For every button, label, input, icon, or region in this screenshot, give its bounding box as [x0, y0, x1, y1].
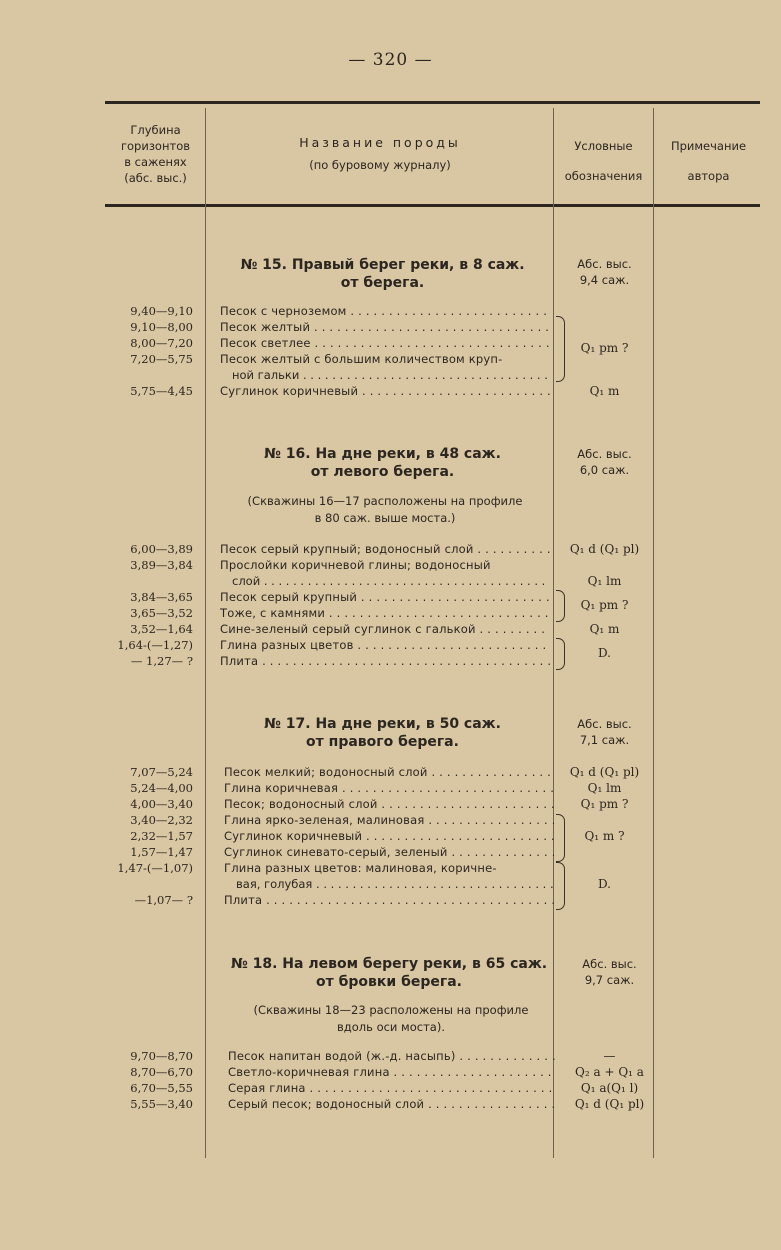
depth-cell: 3,89—3,84: [130, 558, 193, 572]
column-divider: [205, 108, 206, 1158]
depth-cell: 8,00—7,20: [130, 336, 193, 350]
symbol-cell: —: [603, 1049, 616, 1063]
header-depth: Глубина горизонтов в саженях (абс. выс.): [120, 123, 191, 185]
rock-name: Песок мелкий; водоносный слой . . .: [224, 764, 554, 780]
header-symbols: Условные обозначения: [564, 139, 643, 183]
depth-cell: 6,70—5,55: [130, 1081, 193, 1095]
rock-name: Сине-зеленый серый суглинок с галькой . . .: [220, 621, 550, 637]
section-title: № 15. Правый берег реки, в 8 саж. от берега.: [240, 257, 525, 291]
symbol-cell: Q₁ d (Q₁ pl): [574, 1097, 645, 1111]
rock-name: Плита . . .: [224, 892, 554, 908]
rock-name: Плита . . .: [220, 653, 550, 669]
depth-cell: 1,47-(—1,07): [117, 861, 193, 875]
column-divider: [653, 108, 654, 1158]
depth-cell: 9,40—9,10: [130, 304, 193, 318]
symbol-cell: Q₁ lm: [587, 781, 622, 795]
depth-cell: 3,40—2,32: [130, 813, 193, 827]
header-note: Примечание автора: [670, 139, 747, 183]
depth-cell: —1,07— ?: [134, 893, 193, 907]
rock-name: Тоже, с камнями . . .: [220, 605, 550, 621]
rock-name: Глина разных цветов . . .: [220, 637, 550, 653]
depth-cell: 3,84—3,65: [130, 590, 193, 604]
rock-name: Глина ярко-зеленая, малиновая . . .: [224, 812, 554, 828]
symbol-cell: Q₁ pm ?: [580, 797, 629, 811]
symbol-cell: D.: [597, 877, 611, 891]
depth-cell: 3,65—3,52: [130, 606, 193, 620]
symbol-cell: Q₁ pm ?: [580, 598, 629, 612]
rock-name: Суглинок коричневый . . .: [224, 828, 554, 844]
rock-name: Серый песок; водоносный слой . . .: [228, 1096, 556, 1112]
rock-name: Прослойки коричневой глины; водоносный: [220, 558, 491, 572]
depth-cell: 3,52—1,64: [130, 622, 193, 636]
rock-name: Песок; водоносный слой . . .: [224, 796, 554, 812]
rock-name: Песок серый крупный . . .: [220, 589, 550, 605]
header-name: Название породы (по буровому журналу): [299, 135, 461, 172]
page-number: — 320 —: [348, 50, 433, 70]
rock-name: Глина коричневая . . .: [224, 780, 554, 796]
depth-cell: 9,10—8,00: [130, 320, 193, 334]
symbol-cell: Q₂ a + Q₁ a: [575, 1065, 644, 1079]
rock-name: Серая глина . . .: [228, 1080, 556, 1096]
symbol-cell: Q₁ m ?: [584, 829, 625, 843]
depth-cell: 2,32—1,57: [130, 829, 193, 843]
depth-cell: 1,57—1,47: [130, 845, 193, 859]
depth-cell: 6,00—3,89: [130, 542, 193, 556]
symbol-cell: Q₁ m: [589, 384, 620, 398]
depth-cell: 7,07—5,24: [130, 765, 193, 779]
rock-name: Светло-коричневая глина . . .: [228, 1064, 556, 1080]
section-title: № 16. На дне реки, в 48 саж. от левого берега.: [264, 446, 501, 480]
depth-cell: 5,55—3,40: [130, 1097, 193, 1111]
rock-name: Суглинок синевато-серый, зеленый . . .: [224, 844, 554, 860]
symbol-cell: D.: [597, 646, 611, 660]
rock-name: Песок желтый с большим количеством круп-: [220, 352, 503, 366]
depth-cell: 5,24—4,00: [130, 781, 193, 795]
symbol-cell: Q₁ a(Q₁ l): [580, 1081, 639, 1095]
rock-name-continued: ной гальки . . .: [232, 367, 550, 383]
depth-cell: — 1,27— ?: [130, 654, 193, 668]
rock-name: Песок светлее . . .: [220, 335, 550, 351]
absolute-height: Абс. выс. 6,0 саж.: [577, 447, 632, 477]
symbol-cell: Q₁ lm: [587, 574, 622, 588]
rock-name: Глина разных цветов: малиновая, коричне-: [224, 861, 497, 875]
rock-name: Песок с черноземом . . .: [220, 303, 550, 319]
depth-cell: 1,64-(—1,27): [117, 638, 193, 652]
rock-name: Песок напитан водой (ж.-д. насыпь) . . .: [228, 1048, 556, 1064]
rock-name: Песок серый крупный; водоносный слой . . .: [220, 541, 550, 557]
symbol-cell: Q₁ m: [589, 622, 620, 636]
symbol-cell: Q₁ d (Q₁ pl): [569, 542, 640, 556]
symbol-cell: Q₁ d (Q₁ pl): [569, 765, 640, 779]
depth-cell: 7,20—5,75: [130, 352, 193, 366]
header-top-rule: [105, 101, 760, 104]
absolute-height: Абс. выс. 7,1 саж.: [577, 717, 632, 747]
rock-name-continued: слой . . .: [232, 573, 550, 589]
rock-name: Суглинок коричневый . . .: [220, 383, 550, 399]
absolute-height: Абс. выс. 9,4 саж.: [577, 257, 632, 287]
section-title: № 17. На дне реки, в 50 саж. от правого берега.: [264, 716, 501, 750]
section-title: № 18. На левом берегу реки, в 65 саж. от бровки берега.: [230, 956, 548, 990]
header-bottom-rule: [105, 204, 760, 207]
rock-name-continued: вая, голубая . . .: [236, 876, 554, 892]
section-note: (Скважины 16—17 расположены на профиле в 80 саж. выше моста.): [247, 494, 523, 525]
absolute-height: Абс. выс. 9,7 саж.: [582, 957, 637, 987]
symbol-cell: Q₁ pm ?: [580, 341, 629, 355]
depth-cell: 5,75—4,45: [130, 384, 193, 398]
depth-cell: 8,70—6,70: [130, 1065, 193, 1079]
rock-name: Песок желтый . . .: [220, 319, 550, 335]
depth-cell: 4,00—3,40: [130, 797, 193, 811]
section-note: (Скважины 18—23 расположены на профиле вдоль оси моста).: [253, 1003, 529, 1034]
depth-cell: 9,70—8,70: [130, 1049, 193, 1063]
